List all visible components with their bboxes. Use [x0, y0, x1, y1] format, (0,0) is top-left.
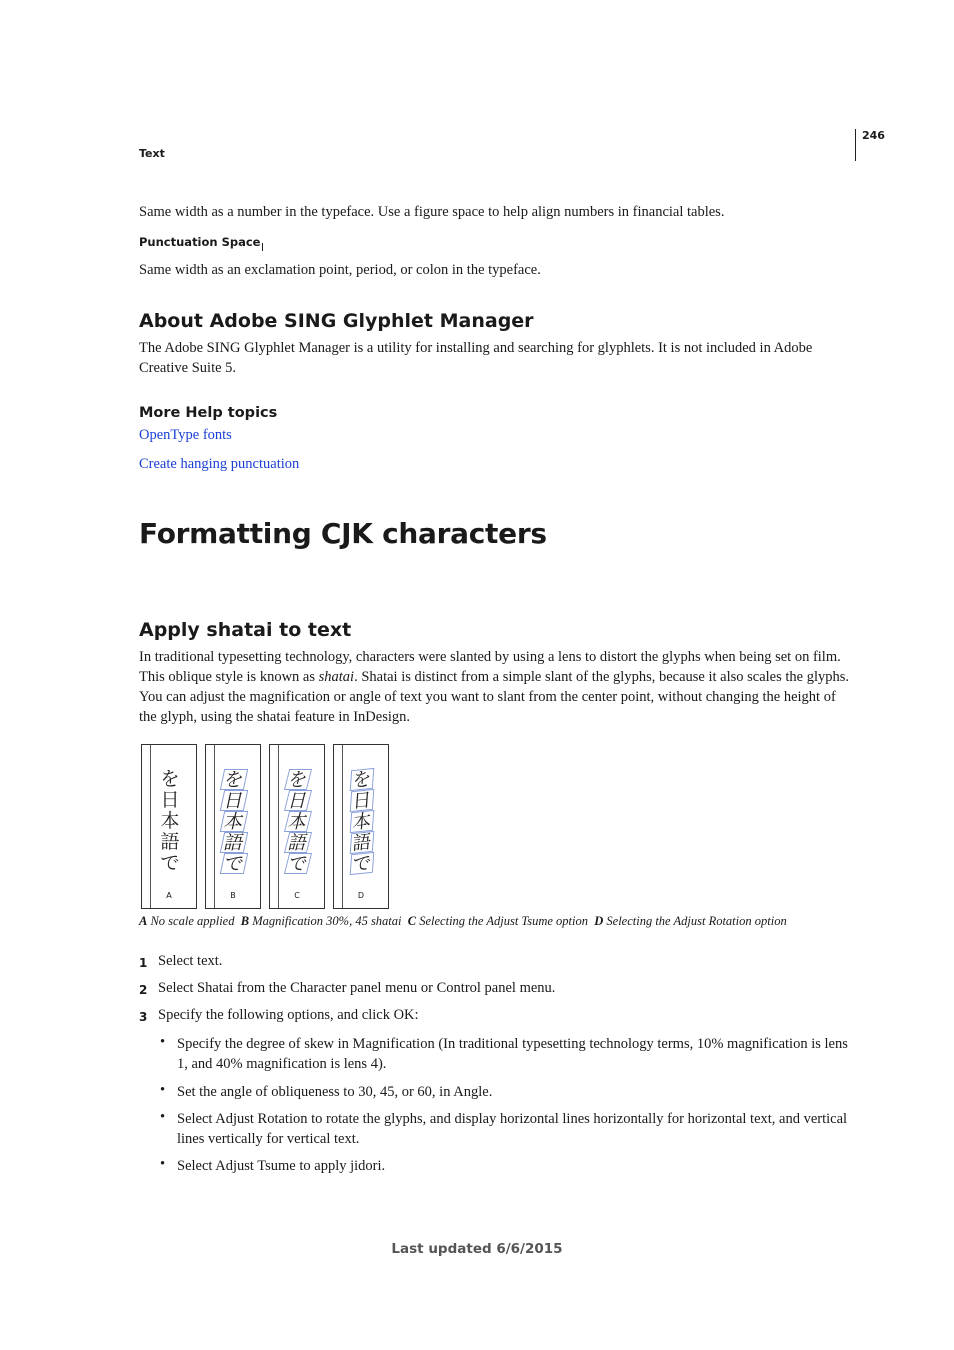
bullet-item-magnification: Specify the degree of skew in Magnification (In traditional typesetting technology terms, 10% magnification is lens 1, and 40% magnification is lens 4).	[177, 1036, 848, 1072]
cjk-glyph: で	[160, 852, 180, 874]
cjk-glyph: 本	[284, 811, 312, 832]
cjk-glyph: 本	[220, 811, 248, 832]
caption-key-a: A	[139, 914, 148, 928]
cjk-glyph: を	[350, 768, 375, 791]
step-number-2: 2	[139, 983, 148, 997]
bullet-item-adjust-tsume: Select Adjust Tsume to apply jidori.	[177, 1158, 386, 1174]
caption-key-c: C	[407, 914, 417, 928]
panel-inner-rule	[342, 745, 343, 908]
cjk-glyph: 語	[284, 832, 312, 853]
panel-label: D	[357, 891, 365, 900]
shatai-heading: Apply shatai to text	[139, 619, 352, 641]
step-number-3: 3	[139, 1010, 148, 1024]
cjk-glyph: で	[350, 852, 375, 875]
cjk-glyph: 語	[160, 831, 180, 853]
panel-inner-rule	[278, 745, 279, 908]
formatting-cjk-heading: Formatting CJK characters	[139, 517, 547, 550]
cjk-glyph: 本	[160, 810, 180, 832]
panel-inner-rule	[150, 745, 151, 908]
shatai-term: shatai	[318, 669, 355, 685]
sing-heading: About Adobe SING Glyphlet Manager	[139, 310, 534, 332]
cjk-glyph: で	[284, 853, 312, 874]
step-text-1: Select text.	[158, 953, 223, 969]
punctuation-space-label: Punctuation Space	[139, 235, 261, 249]
step-text-2: Select Shatai from the Character panel menu or Control panel menu.	[158, 980, 556, 996]
panel-b	[205, 744, 261, 909]
caption-text-c: Selecting the Adjust Tsume option	[419, 914, 588, 928]
step-number-1: 1	[139, 956, 148, 970]
cjk-glyph: 本	[350, 810, 375, 833]
panel-a	[141, 744, 197, 909]
cjk-glyph: 日	[220, 790, 248, 811]
panel-c	[269, 744, 325, 909]
cjk-glyph: 語	[220, 832, 248, 853]
caption-key-d: D	[594, 914, 604, 928]
panel-label: C	[294, 891, 300, 900]
shatai-body: In traditional typesetting technology, characters were slanted by using a lens to distort the glyphs when being set on film. This oblique style is known as shatai. Shatai is distinct from a simple slant of the glyphs, because it also scales the glyphs. You can adjust the magnification or angle of text you want to slant from the center point, without changing the height of the glyph, using the shatai feature in InDesign.	[139, 649, 850, 725]
more-help-heading: More Help topics	[139, 405, 278, 421]
panel-label: B	[230, 891, 236, 900]
bullet-item-adjust-rotation: Select Adjust Rotation to rotate the glyphs, and display horizontal lines horizontally for horizontal text, and vertical lines vertically for vertical text.	[177, 1111, 848, 1147]
sing-body: The Adobe SING Glyphlet Manager is a utility for installing and searching for glyphlets. It is not included in Adobe Creative Suite 5.	[139, 340, 813, 376]
bullet-marker: •	[160, 1082, 166, 1098]
cjk-glyph: を	[160, 768, 180, 790]
bullet-item-angle: Set the angle of obliqueness to 30, 45, or 60, in Angle.	[177, 1084, 493, 1100]
caption-text-b: Magnification 30%, 45 shatai	[252, 914, 402, 928]
panel-d	[333, 744, 389, 909]
punctuation-space-description: Same width as an exclamation point, period, or colon in the typeface.	[139, 262, 541, 278]
cjk-glyph: 語	[350, 831, 375, 854]
cjk-glyph: 日	[350, 789, 375, 812]
cjk-glyph: を	[220, 769, 248, 790]
bullet-marker: •	[160, 1156, 166, 1172]
page-number: 246	[862, 129, 885, 142]
glyph-column	[158, 769, 182, 874]
caption-key-b: B	[240, 914, 250, 928]
last-updated: Last updated 6/6/2015	[391, 1241, 563, 1257]
caption-text-d: Selecting the Adjust Rotation option	[606, 914, 787, 928]
glyph-column	[350, 769, 374, 874]
figure-space-description: Same width as a number in the typeface. Use a figure space to help align numbers in financial tables.	[139, 204, 725, 220]
cjk-glyph: を	[284, 769, 312, 790]
link-create-hanging-punctuation[interactable]: Create hanging punctuation	[139, 456, 300, 472]
figure-caption	[139, 914, 851, 929]
cjk-glyph: 日	[160, 789, 180, 811]
panel-inner-rule	[214, 745, 215, 908]
glyph-column	[286, 769, 310, 874]
bullet-marker: •	[160, 1109, 166, 1125]
running-title: Text	[139, 147, 165, 160]
caption-text-a: No scale applied	[150, 914, 235, 928]
step-text-3: Specify the following options, and click OK:	[158, 1007, 419, 1023]
cjk-glyph: で	[220, 853, 248, 874]
punctuation-space-glyph	[262, 243, 263, 251]
panel-label: A	[166, 891, 172, 900]
page-number-rule	[855, 129, 856, 161]
link-opentype-fonts[interactable]: OpenType fonts	[139, 427, 232, 443]
cjk-glyph: 日	[284, 790, 312, 811]
bullet-marker: •	[160, 1034, 166, 1050]
glyph-column	[222, 769, 246, 874]
